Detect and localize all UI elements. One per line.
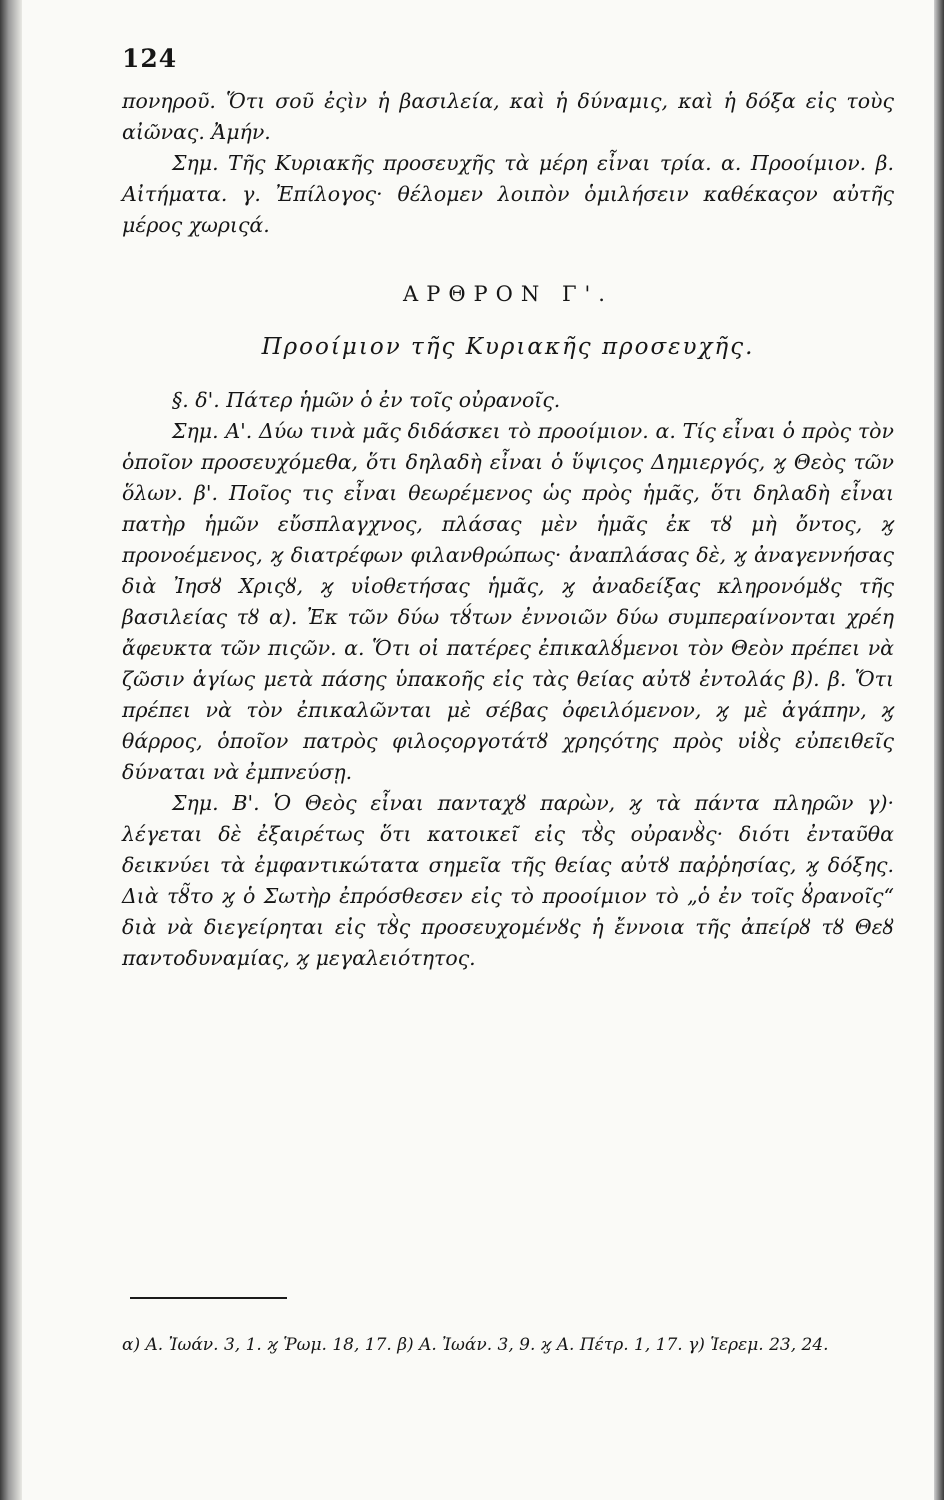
article-title: Προοίμιον τῆς Κυριακῆς προσευχῆς.	[261, 334, 755, 360]
page-number: 124	[122, 44, 178, 73]
body-text	[122, 86, 894, 974]
note-b-paragraph: Σημ. Β'. Ὁ Θεὸς εἶναι πανταχȣ παρὼν, ϗ τὰ πάντα πληρῶν γ)· λέγεται δὲ ἐξαιρέτως ὅτι κατοικεῖ εἰς τȣ̀ς οὐρανȣ̀ς· διότι ἐνταῦθα δεικνύει τὰ ἐμφαντικώτατα σημεῖα τῆς θείας αὐτȣ παῤῥησίας, ϗ δόξης. Διὰ τȣ̃το ϗ ὁ Σωτὴρ ἐπρόσθεσεν εἰς τὸ προοίμιον τὸ „ὁ ἐν τοῖς ȣ̓ρανοῖς“ διὰ νὰ διεγείρηται εἰς τȣ̀ς προσευχομένȣς ἡ ἔννοια τῆς ἀπείρȣ τȣ Θεȣ παντοδυναμίας, ϗ μεγαλειότητος.	[122, 791, 894, 970]
section-heading: §. δ'. Πάτερ ἡμῶν ὁ ἐν τοῖς οὐρανοῖς.	[172, 388, 561, 412]
footnote-rule	[130, 1297, 287, 1299]
article-heading: ΑΡΘΡΟΝ Γ'.	[403, 282, 613, 306]
footnotes: α) Α. Ἰωάν. 3, 1. ϗ Ῥωμ. 18, 17. β) Α. Ἰωάν. 3, 9. ϗ Α. Πέτρ. 1, 17. γ) Ἱερεμ. 23, 24.	[122, 1335, 829, 1355]
note-paragraph: Σημ. Τῆς Κυριακῆς προσευχῆς τὰ μέρη εἶναι τρία. α. Προοίμιον. β. Αἰτήματα. γ. Ἐπίλογος· θέλομεν λοιπὸν ὁμιλήσειν καθέκαςον αὐτῆς μέρος χωριςά.	[122, 151, 894, 237]
note-a-paragraph: Σημ. Α'. Δύω τινὰ μᾶς διδάσκει τὸ προοίμιον. α. Τίς εἶναι ὁ πρὸς τὸν ὁποῖον προσευχόμεθα, ὅτι δηλαδὴ εἶναι ὁ ὕψιςος Δημιεργός, ϗ Θεὸς τῶν ὅλων. β'. Ποῖος τις εἶναι θεωρέμενος ὡς πρὸς ἡμᾶς, ὅτι δηλαδὴ εἶναι πατὴρ ἡμῶν εὔσπλαγχνος, πλάσας μὲν ἡμᾶς ἐκ τȣ μὴ ὄντος, ϗ προνοέμενος, ϗ διατρέφων φιλανθρώπως· ἀναπλάσας δὲ, ϗ ἀναγεννήσας διὰ Ἰησȣ Χριςȣ, ϗ υἱοθετήσας ἡμᾶς, ϗ ἀναδείξας κληρονόμȣς τῆς βασιλείας τȣ α). Ἐκ τῶν δύω τȣ́των ἐννοιῶν δύω συμπεραίνονται χρέη ἄφευκτα τῶν πιςῶν. α. Ὅτι οἱ πατέρες ἐπικαλȣ́μενοι τὸν Θεὸν πρέπει νὰ ζῶσιν ἁγίως μετὰ πάσης ὑπακοῆς εἰς τὰς θείας αὐτȣ ἐντολάς β). β. Ὅτι πρέπει νὰ τὸν ἐπικαλῶνται μὲ σέβας ὀφειλόμενον, ϗ μὲ ἀγάπην, ϗ θάρρος, ὁποῖον πατρὸς φιλοςοργοτάτȣ χρηςότης πρὸς υἱȣ̀ς εὐπειθεῖς δύναται νὰ ἐμπνεύσῃ.	[122, 419, 894, 784]
prayer-closing-paragraph: πονηροῦ. Ὅτι σοῦ ἐςὶν ἡ βασιλεία, καὶ ἡ δύναμις, καὶ ἡ δόξα εἰς τοὺς αἰῶνας. Ἀμήν.	[122, 89, 894, 144]
